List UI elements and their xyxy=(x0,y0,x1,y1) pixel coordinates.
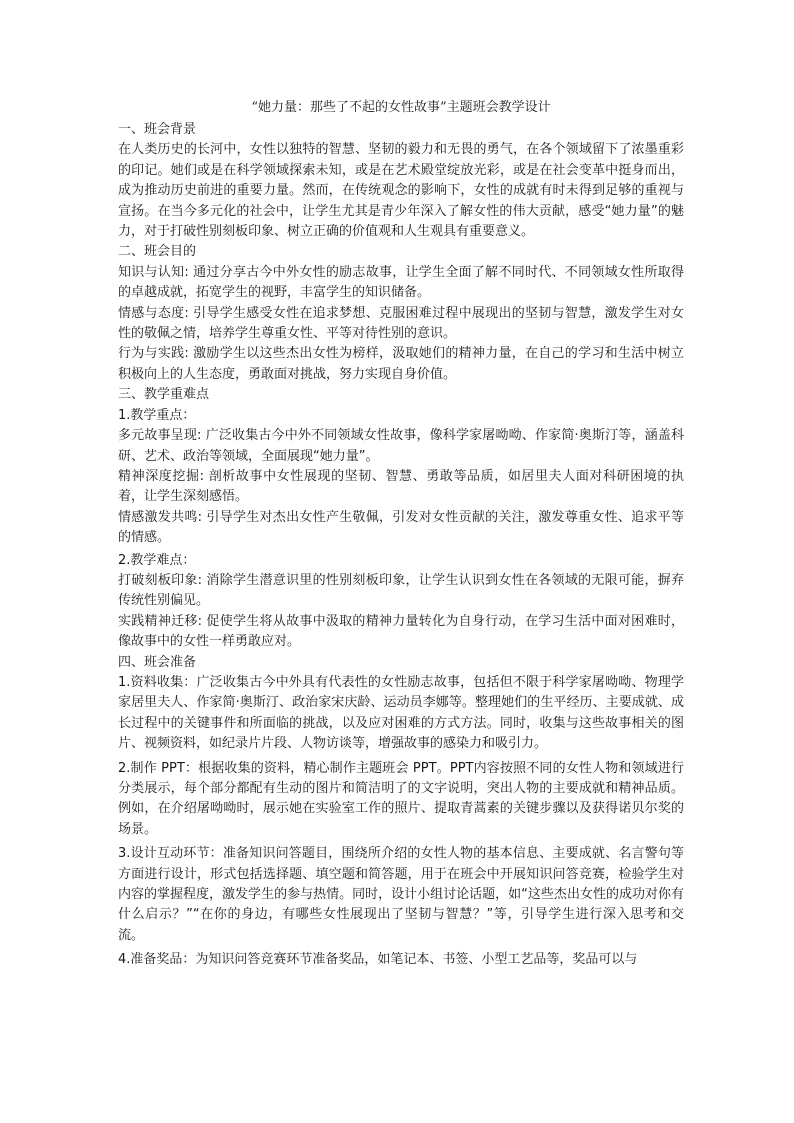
document-page xyxy=(118,98,684,971)
subheading-difficulties: 2.教学难点： xyxy=(118,552,196,568)
goal-knowledge: 知识与认知: 通过分享古今中外女性的励志故事，让学生全面了解不同时代、不同领域女性所取得的卓越成就，拓宽学生的视野，丰富学生的知识储备。 xyxy=(118,264,684,301)
goal-behavior: 行为与实践: 激励学生以这些杰出女性为榜样，汲取她们的精神力量，在自己的学习和生活中树立积极向上的人生态度，勇敢面对挑战，努力实现自身价值。 xyxy=(118,346,684,382)
background-paragraph: 在人类历史的长河中，女性以独特的智慧、坚韧的毅力和无畏的勇气，在各个领域留下了浓墨重彩的印记。她们或是在科学领域探索未知，或是在艺术殿堂绽放光彩，或是在社会变革中挺身而出，成为推动历史前进的重要力量。然而，在传统观念的影响下，女性的成就有时未得到足够的重视与宣扬。在当今多元化的社会中，让学生尤其是青少年深入了解女性的伟大贡献，感受“她力量”的魅力，对于打破性别刻板印象、树立正确的价值观和人生观具有重要意义。 xyxy=(118,142,684,240)
section-heading-background: 一、班会背景 xyxy=(118,122,197,137)
prep-interaction: 3.设计互动环节：准备知识问答题目，围绕所介绍的女性人物的基本信息、主要成就、名言警句等方面进行设计，形式包括选择题、填空题和简答题，用于在班会中开展知识问答竞赛，检验学生对内容的掌握程度，激发学生的参与热情。同时，设计小组讨论话题，如“这些杰出女性的成功对你有什么启示？”“在你的身边，有哪些女性展现出了坚韧与智慧？”等，引导学生进行深入思考和交流。 xyxy=(118,846,684,943)
key-point-spirit: 精神深度挖掘: 剖析故事中女性展现的坚韧、智慧、勇敢等品质，如居里夫人面对科研困境的执着，让学生深刻感悟。 xyxy=(118,468,684,505)
section-heading-key-points: 三、教学重难点 xyxy=(118,387,210,403)
key-point-stories: 多元故事呈现: 广泛收集古今中外不同领域女性故事，像科学家屠呦呦、作家简·奥斯汀等，涵盖科研、艺术、政治等领域，全面展现“她力量”。 xyxy=(118,428,684,464)
section-heading-preparation: 四、班会准备 xyxy=(118,654,197,670)
prep-prizes: 4.准备奖品：为知识问答竞赛环节准备奖品，如笔记本、书签、小型工艺品等，奖品可以与 xyxy=(118,952,638,968)
document-title: “她力量：那些了不起的女性故事”主题班会教学设计 xyxy=(251,100,551,115)
subheading-key-points: 1.教学重点： xyxy=(118,407,196,423)
difficulty-stereotypes: 打破刻板印象: 消除学生潜意识里的性别刻板印象，让学生认识到女性在各领域的无限可能，摒弃传统性别偏见。 xyxy=(118,572,684,609)
goal-emotion: 情感与态度: 引导学生感受女性在追求梦想、克服困难过程中展现出的坚韧与智慧，激发学生对女性的敬佩之情，培养学生尊重女性、平等对待性别的意识。 xyxy=(118,305,684,342)
prep-ppt: 2.制作 PPT：根据收集的资料，精心制作主题班会 PPT。PPT内容按照不同的女性人物和领域进行分类展示，每个部分都配有生动的图片和简洁明了的文字说明，突出人物的主要成就和精神品质。例如，在介绍屠呦呦时，展示她在实验室工作的照片、提取青蒿素的关键步骤以及获得诺贝尔奖的场景。 xyxy=(118,760,684,837)
key-point-emotion: 情感激发共鸣: 引导学生对杰出女性产生敬佩，引发对女性贡献的关注，激发尊重女性、追求平等的情感。 xyxy=(118,509,684,546)
difficulty-practice: 实践精神迁移: 促使学生将从故事中汲取的精神力量转化为自身行动，在学习生活中面对困难时，像故事中的女性一样勇敢应对。 xyxy=(118,613,684,650)
section-heading-goals: 二、班会目的 xyxy=(118,244,197,260)
prep-materials: 1.资料收集：广泛收集古今中外具有代表性的女性励志故事，包括但不限于科学家屠呦呦、物理学家居里夫人、作家简·奥斯汀、政治家宋庆龄、运动员李娜等。整理她们的生平经历、主要成就、成长过程中的关键事件和所面临的挑战，以及应对困难的方式方法。同时，收集与这些故事相关的图片、视频资料，如纪录片片段、人物访谈等，增强故事的感染力和吸引力。 xyxy=(118,674,684,752)
